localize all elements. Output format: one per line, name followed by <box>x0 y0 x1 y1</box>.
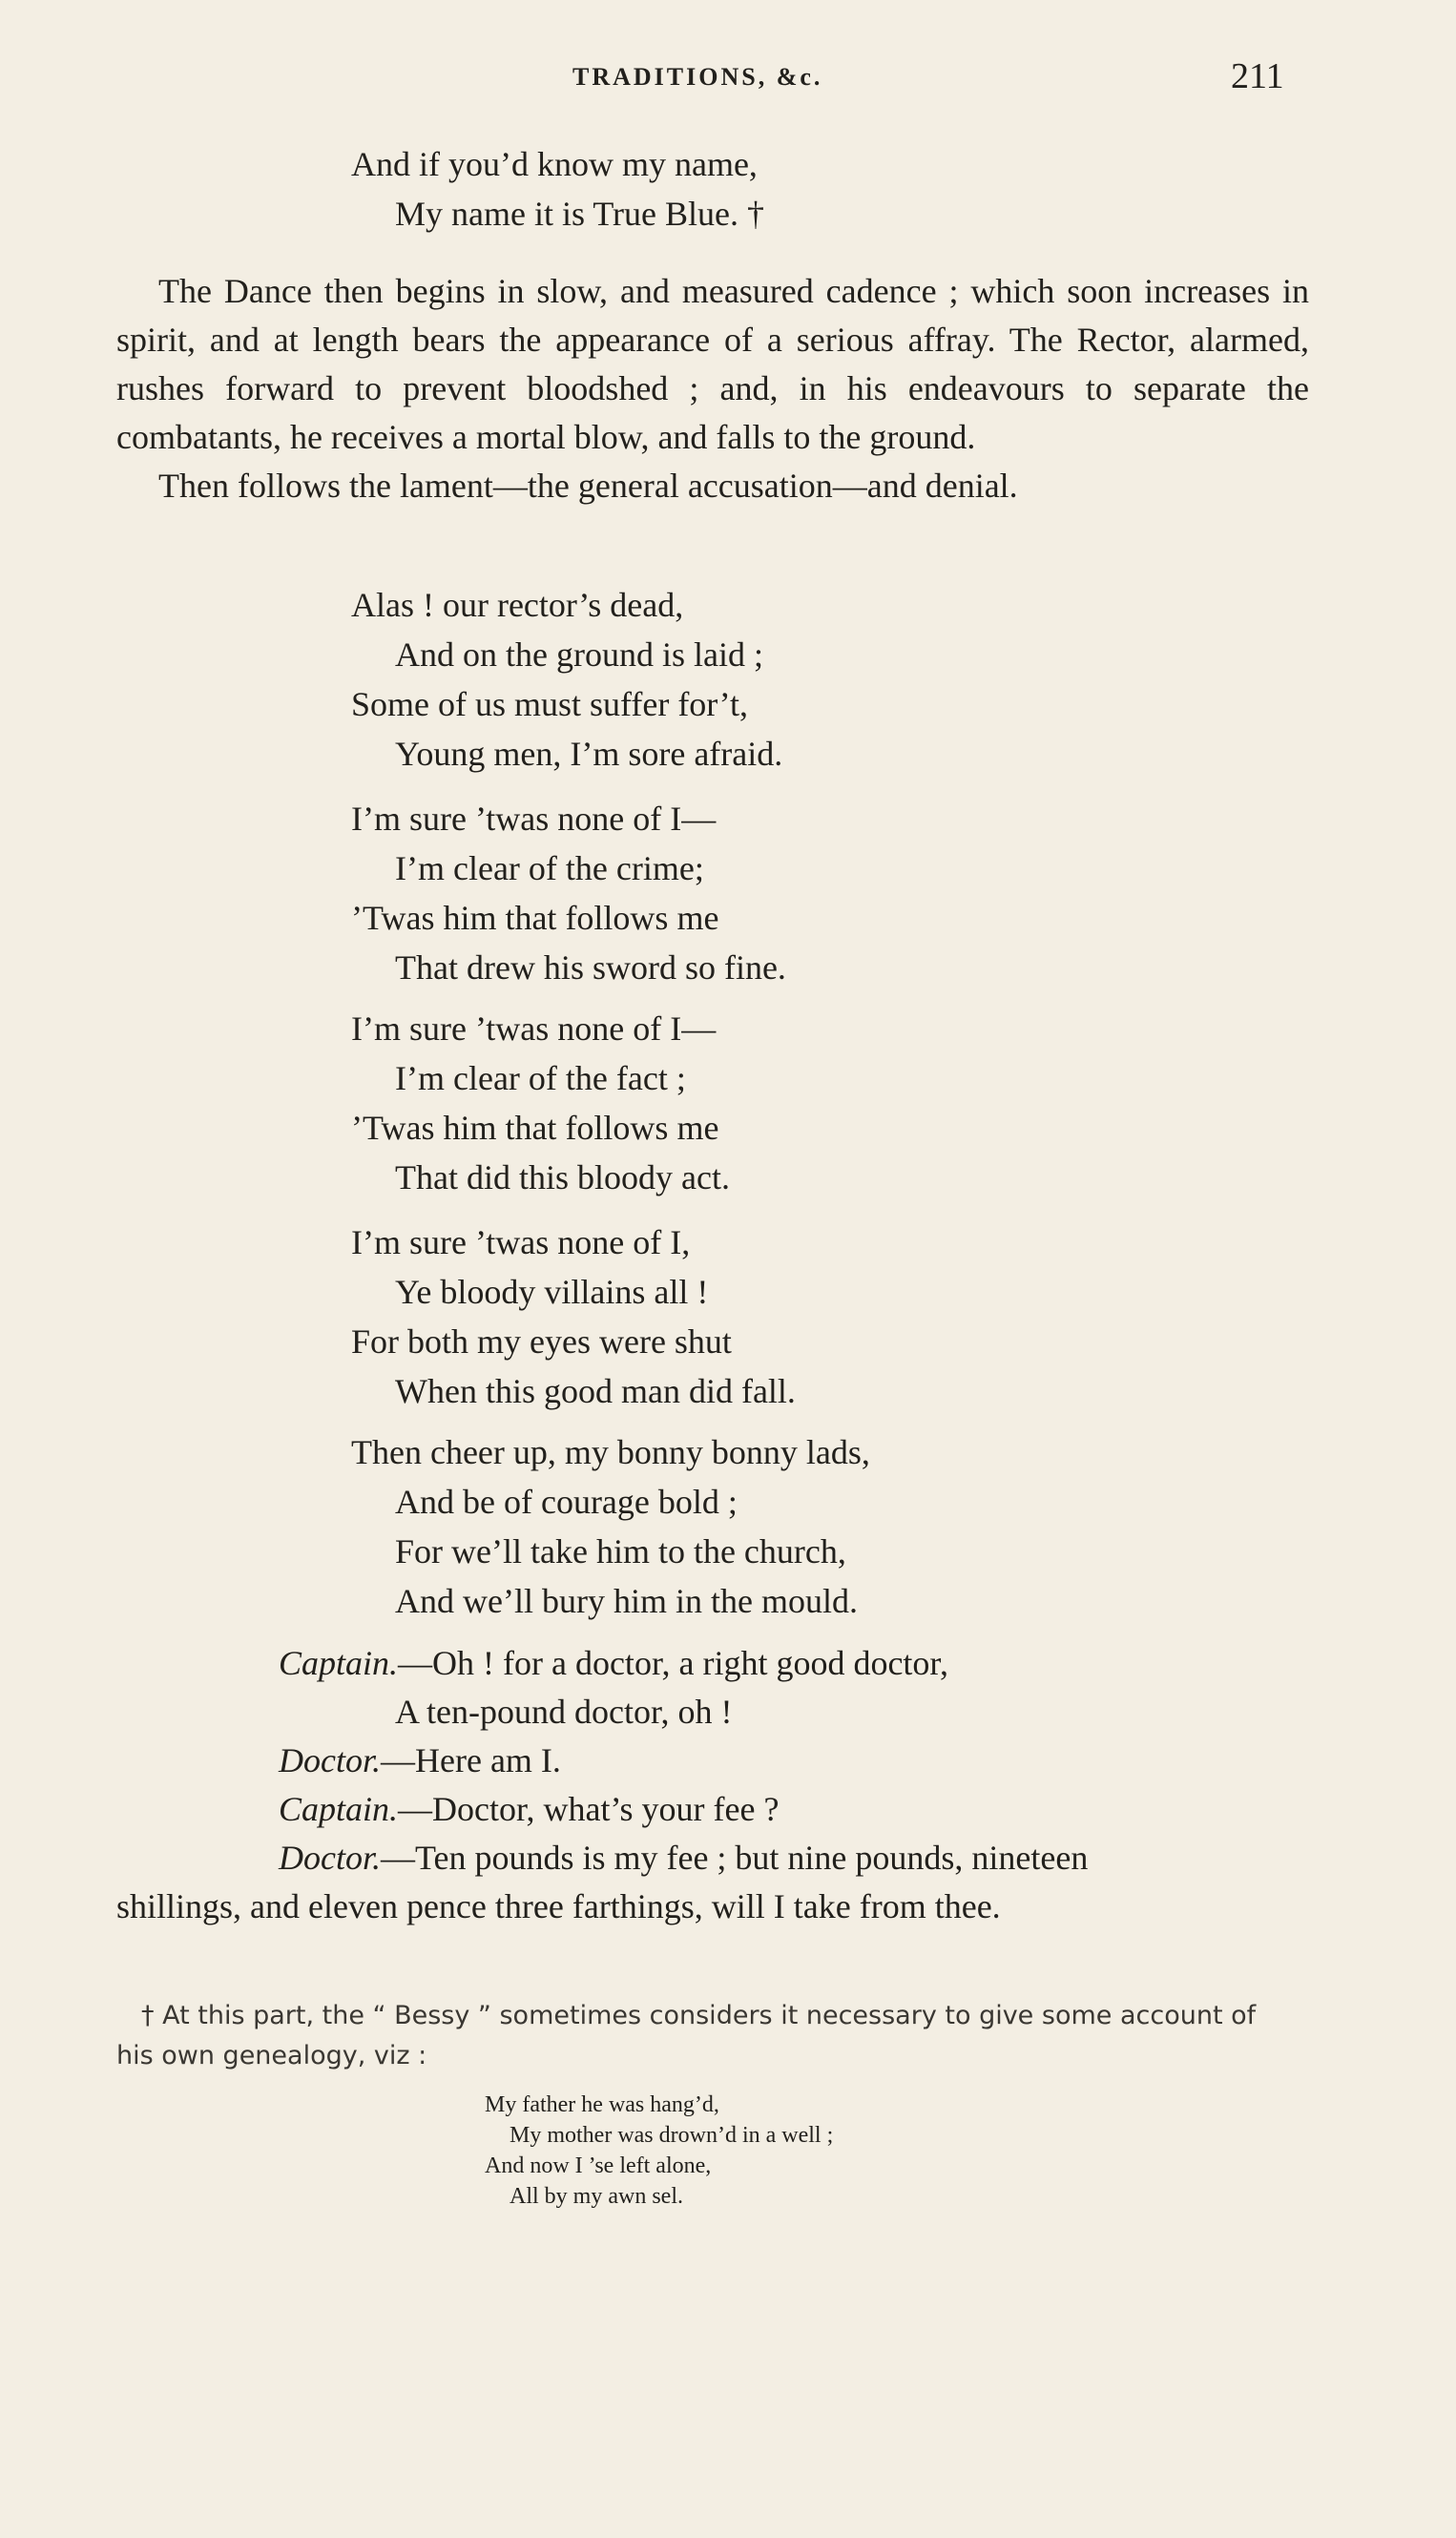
verse-line: I’m clear of the crime; <box>395 849 704 887</box>
footnote-verse-line: All by my awn sel. <box>510 2184 683 2209</box>
footnote-verse-line: My father he was hang’d, <box>485 2092 719 2117</box>
stanza <box>351 794 786 992</box>
speaker-name: Captain. <box>279 1644 399 1682</box>
verse-line: I’m sure ’twas none of I, <box>351 1223 691 1261</box>
verse-line: That did this bloody act. <box>395 1158 730 1196</box>
verse-line: For both my eyes were shut <box>351 1322 732 1361</box>
verse-line: That drew his sword so fine. <box>395 948 786 987</box>
prose-section <box>116 267 1309 510</box>
opening-verse <box>351 139 764 239</box>
verse-line: Some of us must suffer for’t, <box>351 685 748 723</box>
verse-line: My name it is True Blue. † <box>395 195 765 233</box>
dialogue-text: —Here am I. <box>381 1741 561 1779</box>
dialogue-line: shillings, and eleven pence three farthings, will I take from thee. <box>116 1887 1001 1925</box>
speaker-name: Captain. <box>279 1790 399 1828</box>
footnote-text: † At this part, the “ Bessy ” sometimes considers it necessary to give some account of his own genealogy, viz : <box>116 2001 1257 2070</box>
verse-line: When this good man did fall. <box>395 1372 796 1410</box>
footnote <box>116 1996 1296 2076</box>
dialogue-line <box>116 1834 1347 1883</box>
verse-line: Alas ! our rector’s dead, <box>351 586 684 624</box>
speaker-name: Doctor. <box>279 1741 381 1779</box>
prose-paragraph: The Dance then begins in slow, and measured cadence ; which soon increases in spirit, and at length bears the appearance of a serious affray. The Rector, alarmed, rushes forward to prevent bloodshed ; and, in his endeavours to separate the combatants, he receives a mortal blow, and falls to the ground. <box>116 272 1309 456</box>
prose-paragraph: Then follows the lament—the general accusation—and denial. <box>158 467 1018 505</box>
footnote-verse <box>485 2090 833 2212</box>
stanza <box>351 580 782 779</box>
verse-line: And be of courage bold ; <box>395 1483 738 1521</box>
verse-line: For we’ll take him to the church, <box>395 1532 846 1571</box>
dialogue-line <box>116 1785 1347 1834</box>
speaker-name: Doctor. <box>279 1839 381 1877</box>
stanza <box>351 1004 730 1202</box>
dialogue-text: —Ten pounds is my fee ; but nine pounds, nineteen <box>381 1839 1089 1877</box>
verse-line: ’Twas him that follows me <box>351 899 719 937</box>
page-number: 211 <box>1231 56 1284 96</box>
verse-line: I’m clear of the fact ; <box>395 1059 686 1097</box>
footnote-verse-line: My mother was drown’d in a well ; <box>510 2123 834 2148</box>
stanza <box>351 1427 870 1626</box>
stanza <box>351 1217 796 1416</box>
verse-line: I’m sure ’twas none of I— <box>351 1009 717 1048</box>
running-head: TRADITIONS, &c. <box>572 63 823 91</box>
footnote-verse-line: And now I ’se left alone, <box>485 2153 712 2178</box>
verse-line: Ye bloody villains all ! <box>395 1273 709 1311</box>
verse-line: And if you’d know my name, <box>351 145 758 183</box>
dialogue-section <box>116 1639 1347 1931</box>
dialogue-text: —Oh ! for a doctor, a right good doctor, <box>398 1644 948 1682</box>
verse-line: Young men, I’m sore afraid. <box>395 735 783 773</box>
dialogue-line: A ten-pound doctor, oh ! <box>395 1693 733 1731</box>
verse-line: ’Twas him that follows me <box>351 1109 719 1147</box>
verse-line: I’m sure ’twas none of I— <box>351 800 717 838</box>
page-header <box>0 55 1456 103</box>
dialogue-line <box>116 1639 1347 1688</box>
dialogue-line <box>116 1737 1347 1785</box>
verse-line: And we’ll bury him in the mould. <box>395 1582 858 1620</box>
verse-line: And on the ground is laid ; <box>395 635 763 674</box>
verse-line: Then cheer up, my bonny bonny lads, <box>351 1433 870 1471</box>
dialogue-text: —Doctor, what’s your fee ? <box>398 1790 780 1828</box>
